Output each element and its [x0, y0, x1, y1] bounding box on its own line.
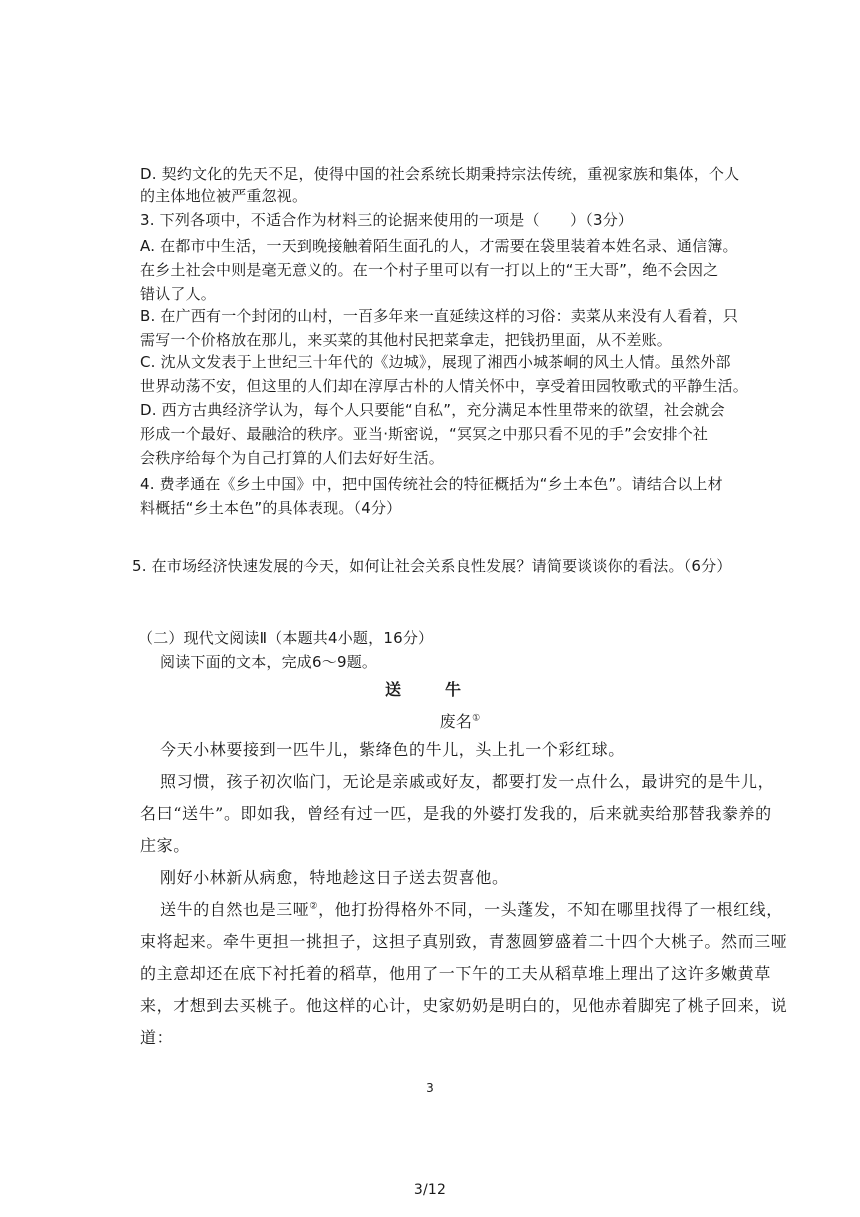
q3-option-b-line-1: B. 在广西有一个封闭的山村，一百多年来一直延续这样的习俗：卖菜从来没有人看着，只: [140, 307, 739, 325]
story-para-4-line-5: 道：: [140, 1028, 174, 1047]
page-number: 3: [426, 1081, 434, 1095]
story-para-4-line-1: [160, 900, 783, 920]
footnote-marker-2: ②: [309, 901, 319, 912]
story-para-4-line-2: 束将起来。牵牛更担一挑担子，这担子真别致，青葱圆箩盛着二十四个大桃子。然而三哑: [140, 932, 788, 951]
q3-option-a-line-2: 在乡土社会中则是毫无意义的。在一个村子里可以有一打以上的“王大哥”，绝不会因之: [140, 261, 719, 279]
story-para-4-start: 送牛的自然也是三哑: [160, 900, 310, 919]
q3-option-a-line-3: 错认了人。: [140, 285, 217, 303]
q4-line-2: 料概括“乡土本色”的具体表现。（4分）: [140, 499, 402, 517]
q3-option-c-line-2: 世界动荡不安，但这里的人们却在淳厚古朴的人情关怀中，享受着田园牧歌式的平静生活。: [140, 377, 749, 395]
q3-option-d-line-2: 形成一个最好、最融洽的秩序。亚当·斯密说，“冥冥之中那只看不见的手”会安排个社: [140, 425, 709, 443]
story-para-2-line-3: 庄家。: [140, 836, 190, 855]
q3-option-c-line-1: C. 沈从文发表于上世纪三十年代的《边城》，展现了湘西小城茶峒的风土人情。虽然外部: [140, 353, 731, 371]
section-2-heading: （二）现代文阅读Ⅱ（本题共4小题，16分）: [138, 629, 434, 647]
section-2-instruction: 阅读下面的文本，完成6～9题。: [160, 653, 378, 671]
story-para-2-line-1: 照习惯，孩子初次临门，无论是亲戚或好友，都要打发一点什么，最讲究的是牛儿，: [160, 772, 775, 791]
q3-option-d-line-3: 会秩序给每个为自己打算的人们去好好生活。: [140, 449, 445, 467]
story-para-1: 今天小林要接到一匹牛儿，紫绛色的牛儿，头上扎一个彩红球。: [160, 740, 625, 759]
q4-line-1: 4. 费孝通在《乡土中国》中，把中国传统社会的特征概括为“乡土本色”。请结合以上材: [140, 475, 723, 493]
q3-option-b-line-2: 需写一个价格放在那儿，来买菜的其他村民把菜拿走，把钱扔里面，从不差账。: [140, 331, 673, 349]
story-para-3: 刚好小林新从病愈，特地趁这日子送去贺喜他。: [160, 868, 509, 887]
q2-option-d-line-2: 的主体地位被严重忽视。: [140, 187, 308, 205]
story-title: 送 牛: [384, 680, 475, 699]
footer-page-indicator: 3/12: [413, 1182, 447, 1198]
story-para-4-line-3: 的主意却还在底下衬托着的稻草，他用了一下午的工夫从稻草堆上理出了这许多嫩黄草: [140, 964, 771, 983]
story-para-2-line-2: 名曰“送牛”。即如我，曾经有过一匹，是我的外婆打发我的，后来就卖给那替我豢养的: [140, 804, 772, 823]
q3-stem: 3. 下列各项中，不适合作为材料三的论据来使用的一项是（ ）（3分）: [140, 211, 634, 229]
story-author: [0, 712, 860, 732]
story-para-4-line-4: 来，才想到去买桃子。他这样的心计，史家奶奶是明白的，见他赤着脚宪了桃子回来，说: [140, 996, 788, 1015]
story-para-4-rest: ，他打扮得格外不同，一头蓬发，不知在哪里找得了一根红线，: [318, 900, 783, 919]
story-author-name: 废名: [439, 712, 473, 731]
q3-option-a-line-1: A. 在都市中生活，一天到晚接触着陌生面孔的人，才需要在袋里装着本姓名录、通信簿。: [140, 237, 738, 255]
q3-option-d-line-1: D. 西方古典经济学认为，每个人只要能“自私”，充分满足本性里带来的欲望，社会就会: [140, 401, 725, 419]
q2-option-d-line-1: D. 契约文化的先天不足，使得中国的社会系统长期秉持宗法传统，重视家族和集体，个人: [140, 165, 740, 183]
q5-stem: 5. 在市场经济快速发展的今天，如何让社会关系良性发展？请简要谈谈你的看法。（6分）: [132, 557, 732, 575]
footnote-marker-1: ①: [472, 713, 481, 724]
